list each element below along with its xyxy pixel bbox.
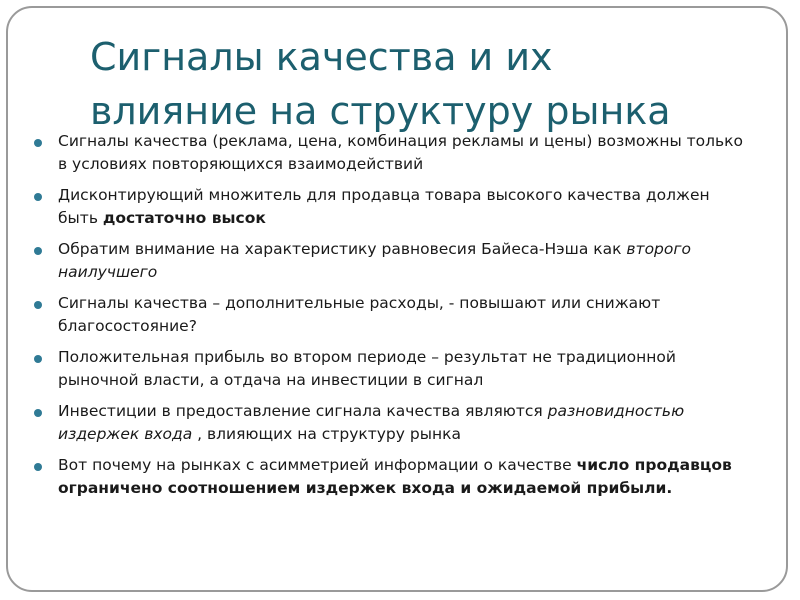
bullet-item bbox=[30, 184, 750, 230]
bullet-text-segment: Положительная прибыль во втором периоде – результат не традиционной рыночной власти, а отдача на инвестиции в сигнал bbox=[58, 348, 676, 389]
bullet-dot-icon bbox=[34, 301, 42, 309]
bullet-item bbox=[30, 346, 750, 392]
bullet-item bbox=[30, 238, 750, 284]
bullet-dot-icon bbox=[34, 247, 42, 255]
bullet-text-segment: , влияющих на структуру рынка bbox=[192, 425, 461, 443]
corner-mask bbox=[784, 0, 800, 16]
bullet-dot-icon bbox=[34, 139, 42, 147]
bullet-text-segment: Сигналы качества (реклама, цена, комбинация рекламы и цены) возможны только в условиях повторяющихся взаимодействий bbox=[58, 132, 744, 173]
bullet-dot-icon bbox=[34, 193, 42, 201]
bullet-dot-icon bbox=[34, 355, 42, 363]
bullet-item bbox=[30, 292, 750, 338]
bullet-item bbox=[30, 130, 750, 176]
bullet-text-segment: Обратим внимание на характеристику равновесия Байеса-Нэша как bbox=[58, 240, 627, 258]
slide-title: Сигналы качества и их влияние на структуру рынка bbox=[90, 35, 671, 133]
bullet-item bbox=[30, 400, 750, 446]
bullet-list bbox=[30, 130, 750, 508]
bullet-text-segment: разновидностью издержек входа bbox=[58, 402, 685, 443]
bullet-text-segment: Дисконтирующий множитель для продавца товара высокого качества должен быть bbox=[58, 186, 710, 227]
bullet-text-segment: Вот почему на рынках с асимметрией информации о качестве bbox=[58, 456, 577, 474]
bullet-text-segment: Инвестиции в предоставление сигнала качества являются bbox=[58, 402, 548, 420]
corner-mask bbox=[784, 584, 800, 600]
bullet-item bbox=[30, 454, 750, 500]
bullet-dot-icon bbox=[34, 463, 42, 471]
bullet-text-segment: достаточно высок bbox=[102, 209, 266, 227]
bullet-text-segment: второго наилучшего bbox=[58, 240, 692, 281]
bullet-dot-icon bbox=[34, 409, 42, 417]
bullet-text-segment: Сигналы качества – дополнительные расходы, - повышают или снижают благосостояние? bbox=[58, 294, 661, 335]
corner-mask bbox=[0, 584, 16, 600]
bullet-text-segment: число продавцов ограничено соотношением издержек входа и ожидаемой прибыли. bbox=[58, 456, 732, 497]
